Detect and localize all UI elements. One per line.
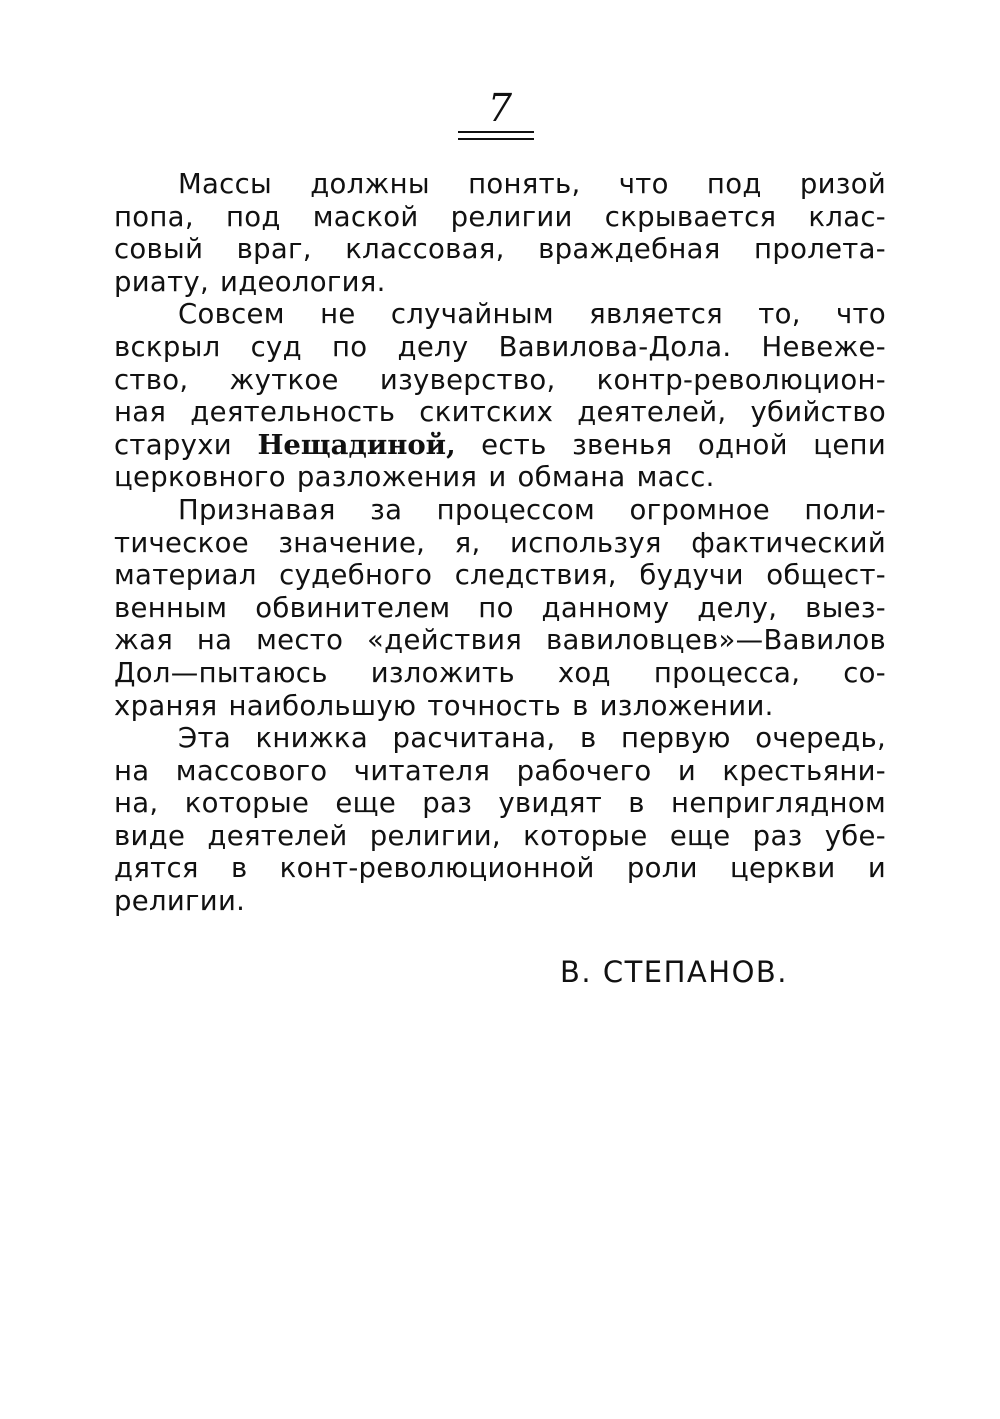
body-text xyxy=(114,168,886,918)
text-line: Дол—пытаюсь изложить ход процесса, со- xyxy=(114,656,886,689)
text-line: Совсем не случайным является то, что xyxy=(178,298,886,331)
author-signature: В. СТЕПАНОВ. xyxy=(560,955,789,989)
text-line: на, которые еще раз увидят в неприглядном xyxy=(114,787,886,820)
victim-name: Нещадиной, xyxy=(257,428,456,461)
text-line: ство, жуткое изуверство, контр-революцион- xyxy=(114,363,886,396)
text-line: риату, идеология. xyxy=(114,265,386,298)
text-line: дятся в конт-революционной роли церкви и xyxy=(114,852,886,885)
text-fragment: старухи xyxy=(114,428,258,461)
text-line-with-name xyxy=(114,429,886,462)
header-rule-double xyxy=(458,138,534,140)
text-line: материал судебного следствия, будучи общест- xyxy=(114,559,886,592)
text-line: венным обвинителем по данному делу, выез- xyxy=(114,591,886,624)
text-line: вскрыл суд по делу Вавилова-Дола. Невеже- xyxy=(114,330,886,363)
text-line: религии. xyxy=(114,885,246,918)
page-number: 7 xyxy=(487,86,513,130)
text-line: тическое значение, я, используя фактический xyxy=(114,526,886,559)
header-rule xyxy=(458,131,534,133)
text-line: совый враг, классовая, враждебная пролета- xyxy=(114,233,886,266)
text-line: ная деятельность скитских деятелей, убийство xyxy=(114,396,886,429)
text-fragment: есть звенья одной цепи xyxy=(455,428,886,461)
text-line: попа, под маской религии скрывается клас- xyxy=(114,200,886,233)
text-line: жая на место «действия вавиловцев»—Вавилов xyxy=(114,624,886,657)
text-line: Признавая за процессом огромное поли- xyxy=(178,493,886,526)
text-line: церковного разложения и обмана масс. xyxy=(114,461,715,494)
text-line: на массового читателя рабочего и крестьяни- xyxy=(114,754,886,787)
page-number-header xyxy=(0,88,1000,128)
text-line: Эта книжка расчитана, в первую очередь, xyxy=(178,722,886,755)
text-line: храняя наибольшую точность в изложении. xyxy=(114,689,774,722)
text-line: Массы должны понять, что под ризой xyxy=(178,168,886,200)
text-line: виде деятелей религии, которые еще раз убе- xyxy=(114,819,886,852)
